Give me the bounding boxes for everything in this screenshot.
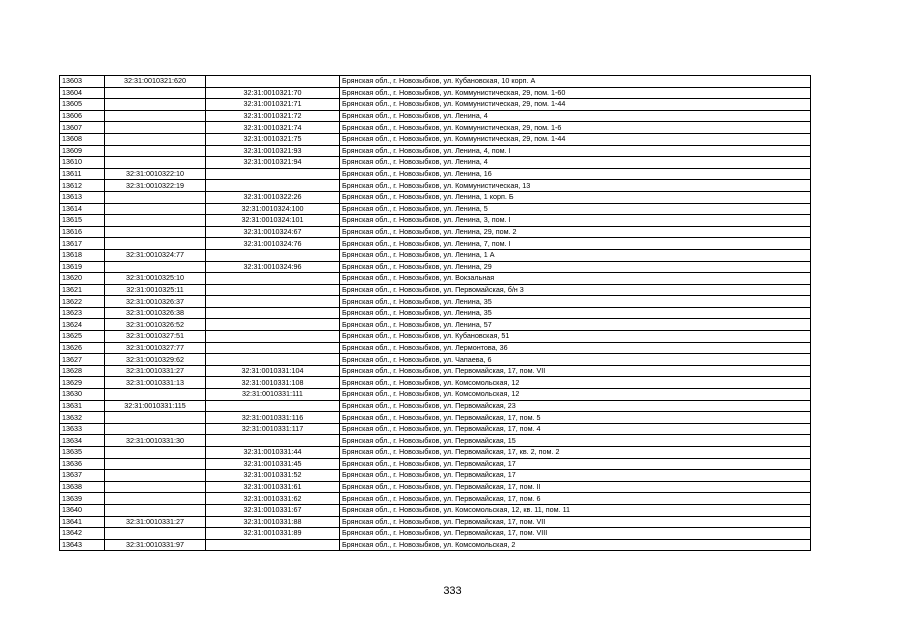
- parcel-cadastral-number-cell: [105, 157, 206, 169]
- building-cadastral-number-cell: 32:31:0010331:44: [206, 447, 340, 459]
- row-number-cell: 13635: [60, 447, 105, 459]
- building-cadastral-number-cell: 32:31:0010324:67: [206, 226, 340, 238]
- address-cell: Брянская обл., г. Новозыбков, ул. Коммунистическая, 29, пом. 1-44: [340, 133, 811, 145]
- page-number: 333: [443, 585, 462, 597]
- building-cadastral-number-cell: 32:31:0010331:104: [206, 365, 340, 377]
- address-cell: Брянская обл., г. Новозыбков, ул. Комсомольская, 12: [340, 389, 811, 401]
- address-cell: Брянская обл., г. Новозыбков, ул. Первомайская, 17, пом. VII: [340, 365, 811, 377]
- address-cell: Брянская обл., г. Новозыбков, ул. Первомайская, 17, пом. 6: [340, 493, 811, 505]
- address-cell: Брянская обл., г. Новозыбков, ул. Первомайская, б/н 3: [340, 284, 811, 296]
- address-cell: Брянская обл., г. Новозыбков, ул. Ленина, 4: [340, 110, 811, 122]
- building-cadastral-number-cell: 32:31:0010331:89: [206, 528, 340, 540]
- table-row: [60, 273, 811, 285]
- address-cell: Брянская обл., г. Новозыбков, ул. Коммунистическая, 29, пом. 1-60: [340, 87, 811, 99]
- row-number-cell: 13612: [60, 180, 105, 192]
- address-cell: Брянская обл., г. Новозыбков, ул. Коммунистическая, 29, пом. 1-6: [340, 122, 811, 134]
- building-cadastral-number-cell: [206, 180, 340, 192]
- address-cell: Брянская обл., г. Новозыбков, ул. Ленина, 1 А: [340, 249, 811, 261]
- parcel-cadastral-number-cell: [105, 423, 206, 435]
- parcel-cadastral-number-cell: 32:31:0010331:27: [105, 365, 206, 377]
- building-cadastral-number-cell: 32:31:0010321:70: [206, 87, 340, 99]
- building-cadastral-number-cell: [206, 400, 340, 412]
- parcel-cadastral-number-cell: [105, 493, 206, 505]
- table-row: [60, 400, 811, 412]
- parcel-cadastral-number-cell: 32:31:0010331:115: [105, 400, 206, 412]
- address-cell: Брянская обл., г. Новозыбков, ул. Первомайская, 17: [340, 470, 811, 482]
- building-cadastral-number-cell: [206, 284, 340, 296]
- table-row: [60, 122, 811, 134]
- address-cell: Брянская обл., г. Новозыбков, ул. Комсомольская, 2: [340, 539, 811, 551]
- row-number-cell: 13630: [60, 389, 105, 401]
- parcel-cadastral-number-cell: 32:31:0010331:27: [105, 516, 206, 528]
- table-row: [60, 203, 811, 215]
- address-cell: Брянская обл., г. Новозыбков, ул. Ленина, 29: [340, 261, 811, 273]
- row-number-cell: 13622: [60, 296, 105, 308]
- table-row: [60, 458, 811, 470]
- parcel-cadastral-number-cell: 32:31:0010331:30: [105, 435, 206, 447]
- table-row: [60, 110, 811, 122]
- row-number-cell: 13603: [60, 76, 105, 88]
- address-cell: Брянская обл., г. Новозыбков, ул. Коммунистическая, 13: [340, 180, 811, 192]
- table-row: [60, 215, 811, 227]
- parcel-cadastral-number-cell: [105, 470, 206, 482]
- table-row: [60, 87, 811, 99]
- table-row: [60, 76, 811, 88]
- table-row: [60, 423, 811, 435]
- table-row: [60, 226, 811, 238]
- registry-table: [59, 75, 811, 551]
- address-cell: Брянская обл., г. Новозыбков, ул. Ленина, 4: [340, 157, 811, 169]
- building-cadastral-number-cell: [206, 435, 340, 447]
- parcel-cadastral-number-cell: [105, 458, 206, 470]
- address-cell: Брянская обл., г. Новозыбков, ул. Ленина, 1 корп. Б: [340, 191, 811, 203]
- building-cadastral-number-cell: 32:31:0010331:111: [206, 389, 340, 401]
- row-number-cell: 13620: [60, 273, 105, 285]
- parcel-cadastral-number-cell: [105, 110, 206, 122]
- address-cell: Брянская обл., г. Новозыбков, ул. Ленина, 57: [340, 319, 811, 331]
- address-cell: Брянская обл., г. Новозыбков, ул. Вокзальная: [340, 273, 811, 285]
- row-number-cell: 13611: [60, 168, 105, 180]
- building-cadastral-number-cell: 32:31:0010324:100: [206, 203, 340, 215]
- parcel-cadastral-number-cell: [105, 203, 206, 215]
- table-row: [60, 435, 811, 447]
- table-row: [60, 528, 811, 540]
- table-row: [60, 319, 811, 331]
- address-cell: Брянская обл., г. Новозыбков, ул. Ленина, 35: [340, 296, 811, 308]
- row-number-cell: 13619: [60, 261, 105, 273]
- address-cell: Брянская обл., г. Новозыбков, ул. Ленина, 35: [340, 307, 811, 319]
- row-number-cell: 13634: [60, 435, 105, 447]
- building-cadastral-number-cell: 32:31:0010324:101: [206, 215, 340, 227]
- row-number-cell: 13629: [60, 377, 105, 389]
- address-cell: Брянская обл., г. Новозыбков, ул. Ленина, 4, пом. I: [340, 145, 811, 157]
- building-cadastral-number-cell: 32:31:0010321:94: [206, 157, 340, 169]
- table-row: [60, 331, 811, 343]
- building-cadastral-number-cell: 32:31:0010331:52: [206, 470, 340, 482]
- building-cadastral-number-cell: [206, 273, 340, 285]
- parcel-cadastral-number-cell: [105, 481, 206, 493]
- building-cadastral-number-cell: 32:31:0010331:88: [206, 516, 340, 528]
- address-cell: Брянская обл., г. Новозыбков, ул. Кубановская, 10 корп. А: [340, 76, 811, 88]
- building-cadastral-number-cell: [206, 319, 340, 331]
- row-number-cell: 13609: [60, 145, 105, 157]
- building-cadastral-number-cell: 32:31:0010331:45: [206, 458, 340, 470]
- table-row: [60, 412, 811, 424]
- building-cadastral-number-cell: [206, 307, 340, 319]
- table-row: [60, 516, 811, 528]
- row-number-cell: 13640: [60, 504, 105, 516]
- row-number-cell: 13623: [60, 307, 105, 319]
- building-cadastral-number-cell: 32:31:0010324:96: [206, 261, 340, 273]
- row-number-cell: 13638: [60, 481, 105, 493]
- row-number-cell: 13614: [60, 203, 105, 215]
- parcel-cadastral-number-cell: 32:31:0010329:62: [105, 354, 206, 366]
- row-number-cell: 13628: [60, 365, 105, 377]
- table-row: [60, 261, 811, 273]
- row-number-cell: 13625: [60, 331, 105, 343]
- parcel-cadastral-number-cell: 32:31:0010324:77: [105, 249, 206, 261]
- table-row: [60, 481, 811, 493]
- row-number-cell: 13616: [60, 226, 105, 238]
- address-cell: Брянская обл., г. Новозыбков, ул. Первомайская, 17, пом. 5: [340, 412, 811, 424]
- building-cadastral-number-cell: [206, 76, 340, 88]
- address-cell: Брянская обл., г. Новозыбков, ул. Первомайская, 15: [340, 435, 811, 447]
- row-number-cell: 13608: [60, 133, 105, 145]
- table-row: [60, 389, 811, 401]
- table-row: [60, 470, 811, 482]
- row-number-cell: 13624: [60, 319, 105, 331]
- row-number-cell: 13613: [60, 191, 105, 203]
- parcel-cadastral-number-cell: [105, 261, 206, 273]
- row-number-cell: 13631: [60, 400, 105, 412]
- parcel-cadastral-number-cell: [105, 504, 206, 516]
- address-cell: Брянская обл., г. Новозыбков, ул. Ленина, 16: [340, 168, 811, 180]
- building-cadastral-number-cell: [206, 539, 340, 551]
- row-number-cell: 13604: [60, 87, 105, 99]
- parcel-cadastral-number-cell: 32:31:0010331:13: [105, 377, 206, 389]
- parcel-cadastral-number-cell: 32:31:0010325:11: [105, 284, 206, 296]
- parcel-cadastral-number-cell: [105, 238, 206, 250]
- parcel-cadastral-number-cell: [105, 215, 206, 227]
- table-row: [60, 168, 811, 180]
- table-row: [60, 99, 811, 111]
- parcel-cadastral-number-cell: 32:31:0010326:37: [105, 296, 206, 308]
- row-number-cell: 13606: [60, 110, 105, 122]
- building-cadastral-number-cell: 32:31:0010331:62: [206, 493, 340, 505]
- building-cadastral-number-cell: 32:31:0010321:93: [206, 145, 340, 157]
- parcel-cadastral-number-cell: 32:31:0010327:77: [105, 342, 206, 354]
- table-row: [60, 504, 811, 516]
- address-cell: Брянская обл., г. Новозыбков, ул. Первомайская, 17, пом. II: [340, 481, 811, 493]
- parcel-cadastral-number-cell: [105, 226, 206, 238]
- building-cadastral-number-cell: 32:31:0010322:26: [206, 191, 340, 203]
- building-cadastral-number-cell: 32:31:0010331:116: [206, 412, 340, 424]
- building-cadastral-number-cell: [206, 354, 340, 366]
- row-number-cell: 13642: [60, 528, 105, 540]
- table-row: [60, 539, 811, 551]
- parcel-cadastral-number-cell: 32:31:0010326:38: [105, 307, 206, 319]
- row-number-cell: 13637: [60, 470, 105, 482]
- parcel-cadastral-number-cell: [105, 412, 206, 424]
- building-cadastral-number-cell: 32:31:0010331:117: [206, 423, 340, 435]
- parcel-cadastral-number-cell: [105, 122, 206, 134]
- parcel-cadastral-number-cell: 32:31:0010322:19: [105, 180, 206, 192]
- address-cell: Брянская обл., г. Новозыбков, ул. Первомайская, 17, пом. VIII: [340, 528, 811, 540]
- address-cell: Брянская обл., г. Новозыбков, ул. Ленина, 3, пом. I: [340, 215, 811, 227]
- building-cadastral-number-cell: 32:31:0010331:108: [206, 377, 340, 389]
- parcel-cadastral-number-cell: 32:31:0010326:52: [105, 319, 206, 331]
- row-number-cell: 13643: [60, 539, 105, 551]
- building-cadastral-number-cell: 32:31:0010331:61: [206, 481, 340, 493]
- table-row: [60, 365, 811, 377]
- table-row: [60, 191, 811, 203]
- table-row: [60, 307, 811, 319]
- address-cell: Брянская обл., г. Новозыбков, ул. Коммунистическая, 29, пом. 1-44: [340, 99, 811, 111]
- parcel-cadastral-number-cell: [105, 87, 206, 99]
- parcel-cadastral-number-cell: 32:31:0010327:51: [105, 331, 206, 343]
- parcel-cadastral-number-cell: 32:31:0010321:620: [105, 76, 206, 88]
- table-row: [60, 447, 811, 459]
- address-cell: Брянская обл., г. Новозыбков, ул. Чапаева, 6: [340, 354, 811, 366]
- address-cell: Брянская обл., г. Новозыбков, ул. Комсомольская, 12, кв. 11, пом. 11: [340, 504, 811, 516]
- building-cadastral-number-cell: [206, 249, 340, 261]
- row-number-cell: 13641: [60, 516, 105, 528]
- table-row: [60, 284, 811, 296]
- building-cadastral-number-cell: 32:31:0010321:75: [206, 133, 340, 145]
- row-number-cell: 13615: [60, 215, 105, 227]
- row-number-cell: 13617: [60, 238, 105, 250]
- row-number-cell: 13618: [60, 249, 105, 261]
- row-number-cell: 13626: [60, 342, 105, 354]
- table-row: [60, 133, 811, 145]
- parcel-cadastral-number-cell: 32:31:0010331:97: [105, 539, 206, 551]
- building-cadastral-number-cell: [206, 331, 340, 343]
- table-row: [60, 296, 811, 308]
- parcel-cadastral-number-cell: [105, 389, 206, 401]
- building-cadastral-number-cell: [206, 168, 340, 180]
- row-number-cell: 13627: [60, 354, 105, 366]
- address-cell: Брянская обл., г. Новозыбков, ул. Первомайская, 23: [340, 400, 811, 412]
- parcel-cadastral-number-cell: [105, 99, 206, 111]
- building-cadastral-number-cell: 32:31:0010321:74: [206, 122, 340, 134]
- address-cell: Брянская обл., г. Новозыбков, ул. Первомайская, 17, кв. 2, пом. 2: [340, 447, 811, 459]
- row-number-cell: 13621: [60, 284, 105, 296]
- parcel-cadastral-number-cell: [105, 447, 206, 459]
- building-cadastral-number-cell: 32:31:0010321:72: [206, 110, 340, 122]
- address-cell: Брянская обл., г. Новозыбков, ул. Кубановская, 51: [340, 331, 811, 343]
- row-number-cell: 13636: [60, 458, 105, 470]
- table-row: [60, 493, 811, 505]
- row-number-cell: 13639: [60, 493, 105, 505]
- address-cell: Брянская обл., г. Новозыбков, ул. Первомайская, 17, пом. VII: [340, 516, 811, 528]
- row-number-cell: 13607: [60, 122, 105, 134]
- table-row: [60, 342, 811, 354]
- table-row: [60, 249, 811, 261]
- table-row: [60, 145, 811, 157]
- parcel-cadastral-number-cell: [105, 145, 206, 157]
- parcel-cadastral-number-cell: 32:31:0010322:10: [105, 168, 206, 180]
- address-cell: Брянская обл., г. Новозыбков, ул. Первомайская, 17: [340, 458, 811, 470]
- row-number-cell: 13605: [60, 99, 105, 111]
- table-row: [60, 377, 811, 389]
- address-cell: Брянская обл., г. Новозыбков, ул. Ленина, 5: [340, 203, 811, 215]
- parcel-cadastral-number-cell: [105, 528, 206, 540]
- row-number-cell: 13610: [60, 157, 105, 169]
- parcel-cadastral-number-cell: 32:31:0010325:10: [105, 273, 206, 285]
- building-cadastral-number-cell: 32:31:0010331:67: [206, 504, 340, 516]
- address-cell: Брянская обл., г. Новозыбков, ул. Ленина, 29, пом. 2: [340, 226, 811, 238]
- building-cadastral-number-cell: [206, 296, 340, 308]
- address-cell: Брянская обл., г. Новозыбков, ул. Первомайская, 17, пом. 4: [340, 423, 811, 435]
- parcel-cadastral-number-cell: [105, 133, 206, 145]
- parcel-cadastral-number-cell: [105, 191, 206, 203]
- building-cadastral-number-cell: 32:31:0010324:76: [206, 238, 340, 250]
- table-row: [60, 180, 811, 192]
- table-row: [60, 157, 811, 169]
- row-number-cell: 13633: [60, 423, 105, 435]
- address-cell: Брянская обл., г. Новозыбков, ул. Ленина, 7, пом. I: [340, 238, 811, 250]
- table-row: [60, 238, 811, 250]
- address-cell: Брянская обл., г. Новозыбков, ул. Лермонтова, 36: [340, 342, 811, 354]
- registry-table-body: [60, 76, 811, 551]
- building-cadastral-number-cell: 32:31:0010321:71: [206, 99, 340, 111]
- row-number-cell: 13632: [60, 412, 105, 424]
- building-cadastral-number-cell: [206, 342, 340, 354]
- table-row: [60, 354, 811, 366]
- address-cell: Брянская обл., г. Новозыбков, ул. Комсомольская, 12: [340, 377, 811, 389]
